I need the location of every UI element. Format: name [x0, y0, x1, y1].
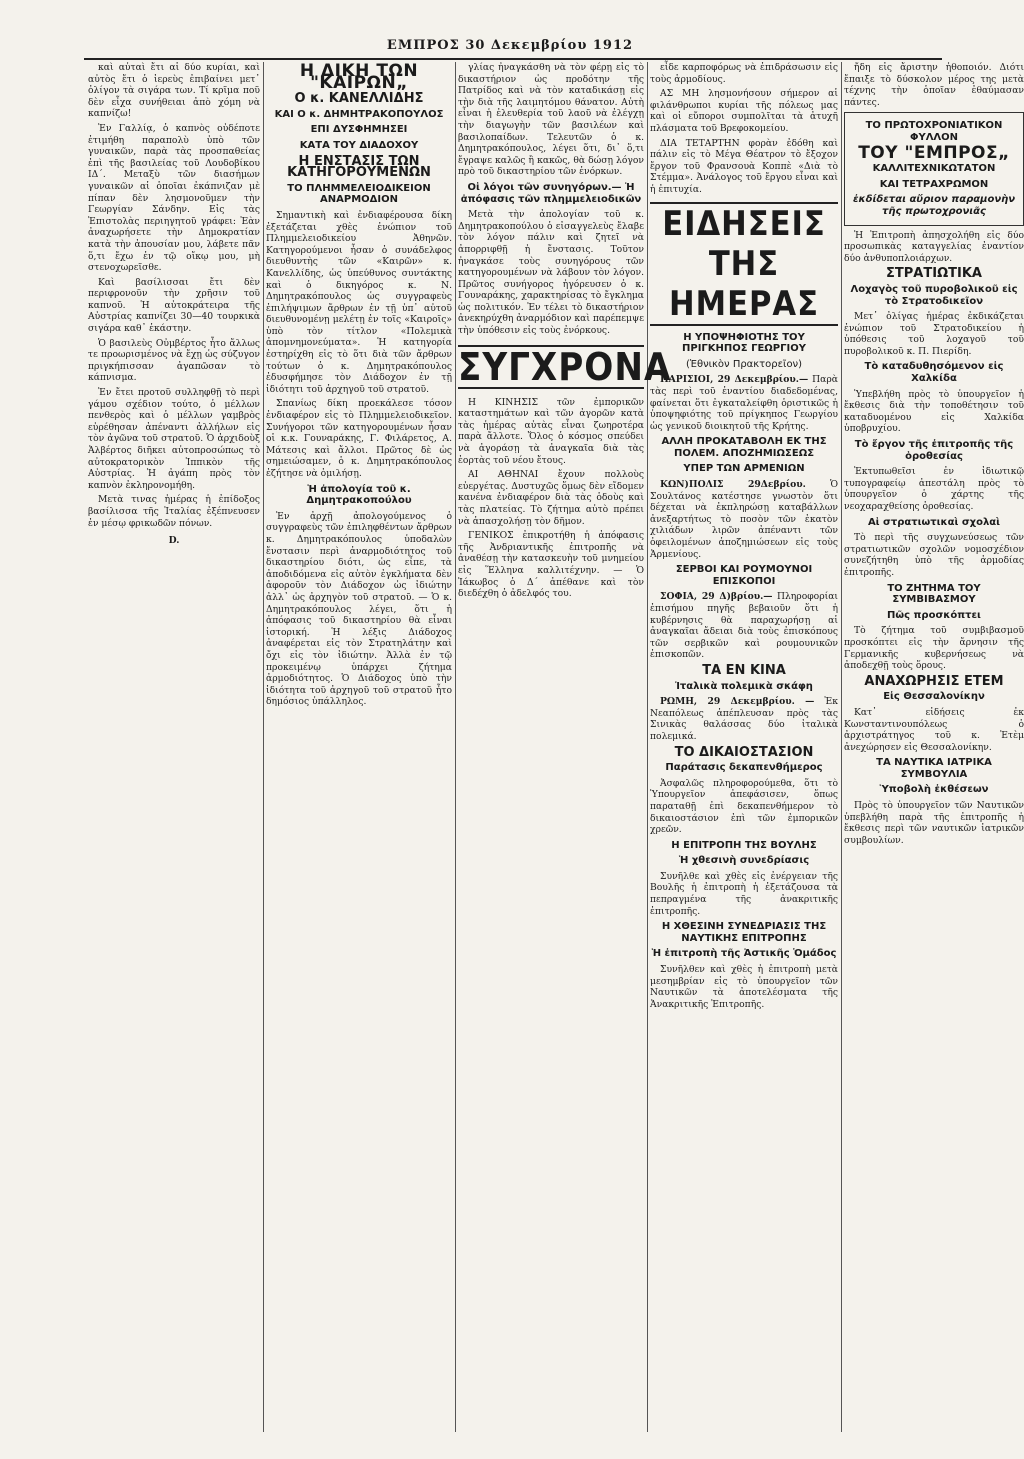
subhead-captain: Λοχαγὸς τοῦ πυροβολικοῦ εἰς τὸ Στρατοδικεῖον: [850, 283, 1018, 307]
subhead-china: ΤΑ ΕΝ ΚΙΝΑ: [702, 662, 786, 678]
box-headline-3: ΚΑΛΛΙΤΕΧΝΙΚΩΤΑΤΟΝ: [872, 163, 996, 175]
subhead-italian-ships: Ἰταλικὰ πολεμικὰ σκάφη: [675, 680, 813, 692]
box-headline-1: ΤΟ ΠΡΩΤΟΧΡΟΝΙΑΤΙΚΟΝ ΦΥΛΛΟΝ: [865, 120, 1003, 143]
col4-body5: Ἀσφαλῶς πληροφορούμεθα, ὅτι τὸ Ὑπουργεῖον ἀπεφάσισεν, ὅπως παραταθῇ ἐπὶ δεκαπενθήμερον τὸ δικαιοστάσιον ἐπὶ τῶν ἐμπορικῶν χρεῶν.: [650, 777, 838, 836]
source-agency: (Ἐθνικὸν Πρακτορεῖον): [685, 358, 803, 370]
col4-top: εἶδε καρποφόρως νὰ ἐπιδράσωσιν εἰς τοὺς ἁρμοδίους.: [650, 62, 838, 85]
new-year-issue-box: [844, 112, 1024, 225]
top-rule: [84, 58, 942, 60]
subhead-armenians: ΥΠΕΡ ΤΩΝ ΑΡΜΕΝΙΩΝ: [683, 463, 805, 475]
col4-body6: Συνῆλθε καὶ χθὲς εἰς ἐνέργειαν τῆς Βουλῆς ἡ ἐπιτροπὴ ἡ ἐξετάζουσα τὰ πεπραγμένα τῆς ἀνακριτικῆς ἐπιτροπῆς.: [650, 870, 838, 917]
headline-objection: Η ΕΝΣΤΑΣΙΣ ΤΩΝ ΚΑΤΗΓΟΡΟΥΜΕΝΩΝ: [287, 153, 431, 181]
subhead-military: ΣΤΡΑΤΙΩΤΙΚΑ: [886, 266, 982, 282]
col3-body2: Η ΚΙΝΗΣΙΣ τῶν ἐμπορικῶν καταστημάτων καὶ τῶν ἀγορῶν κατὰ τὰς ἡμέρας αὐτὰς εἶναι ζωηροτέρα παρὰ ἄλλοτε. Ὅλος ὁ κόσμος σπεύδει νὰ ἀγοράσῃ τὰ ἀναγκαῖα διὰ τὰς ἑορτὰς τοῦ νέου ἔτους.: [458, 396, 644, 466]
column-divider: [647, 62, 648, 1432]
subhead-compensation: ΑΛΛΗ ΠΡΟΚΑΤΑΒΟΛΗ ΕΚ ΤΗΣ ΠΟΛΕΜ. ΑΠΟΖΗΜΙΩΣΕΩΣ: [661, 436, 827, 459]
dateline-paris: ΠΑΡΙΣΙΟΙ, 29 Δεκεμβρίου.—: [660, 374, 809, 386]
subhead-committee: Η ΕΠΙΤΡΟΠΗ ΤΗΣ ΒΟΥΛΗΣ: [671, 839, 817, 851]
subhead-prince: Η ΥΠΟΨΗΦΙΟΤΗΣ ΤΟΥ ΠΡΙΓΚΗΠΟΣ ΓΕΩΡΓΙΟΥ: [682, 331, 806, 355]
subhead-obstacle: Πῶς προσκόπτει: [887, 609, 981, 621]
subhead-compromise: ΤΟ ΖΗΤΗΜΑ ΤΟΥ ΣΥΜΒΙΒΑΣΜΟΥ: [887, 582, 981, 606]
col5-body6: Κατ᾽ εἰδήσεις ἐκ Κωνσταντινουπόλεως ὁ ἀρχιστράτηγος τοῦ κ. Ἐτὲμ ἀνεχώρησεν εἰς Θεσσαλονίκην.: [844, 706, 1024, 753]
column-5: [844, 62, 1024, 1432]
col4-body3: Πληροφορίαι ἐπισήμου πηγῆς βεβαιοῦν ὅτι ἡ κυβέρνησις θὰ παραχωρήσῃ αἱ ἀναγκαῖαι ἄδειαι διὰ τοὺς ἐπισκόπους τῶν σερβικῶν καὶ ρουμουνικῶν ἐπισκοπῶν.: [650, 591, 838, 661]
column-3: [458, 62, 672, 1432]
subhead-bishops: ΣΕΡΒΟΙ ΚΑΙ ΡΟΥΜΟΥΝΟΙ ΕΠΙΣΚΟΠΟΙ: [675, 564, 813, 587]
dateline-sofia: ΣΟΦΙΑ, 29 Δ)βρίου.—: [660, 591, 773, 603]
col5-body1: Μετ᾽ ὀλίγας ἡμέρας ἐκδικάζεται ἐνώπιον τοῦ Στρατοδικείου ἡ ὑπόθεσις τοῦ λοχαγοῦ τοῦ πυροβολικοῦ κ. Π. Πιερίδη.: [844, 311, 1024, 357]
subhead-lawyers: Οἱ λόγοι τῶν συνηγόρων.— Ἡ ἀπόφασις τῶν πλημμελειοδικῶν: [460, 181, 642, 205]
subhead-etem: ΑΝΑΧΩΡΗΣΙΣ ΕΤΕΜ: [864, 673, 1004, 689]
col1-p5: Μετὰ τινας ἡμέρας ἡ ἐπίδοξος βασίλισσα τῆς Ἰταλίας ἐξέπνευσεν ἐν μέσῳ φρικωδῶν πόνων.: [88, 494, 260, 529]
col1-body: Ἐν Γαλλίᾳ, ὁ καπνὸς οὐδέποτε ἐτιμήθη παραπολὺ ὑπὸ τῶν γυναικῶν, παρὰ τὰς προσπαθείας ἐπὶ τῆς βασιλείας τοῦ Λουδοβίκου ΙΔ΄. Μεταξὺ τῶν διασήμων γυναικῶν αἱ ὁποῖαι ἐκάπνιζαν μὲ πίπαν δὲν λησμονοῦμεν τὴν Γεωργίαν Σάνδην. Εἰς τὰς Ἐπιστολὰς περιηγητοῦ γράφει: Ἐὰν ἀναχωρήσετε τὴν Δημοκρατίαν κατὰ τὴν ἀπουσίαν μου, λάβετε πᾶν ὅ,τι ἔχω ἐν τῷ οἴκῳ μου, μὴ στενοχωρεῖσθε.: [88, 122, 260, 274]
col3-body1: Μετὰ τὴν ἀπολογίαν τοῦ κ. Δημητρακοπούλου ὁ εἰσαγγελεὺς ἔλαβε τὸν λόγον πάλιν καὶ ζητεῖ νὰ ἀπορριφθῇ ἡ ἔνστασις. Τοῦτον ἠναγκάσε τοὺς συνηγόρους τῶν κατηγορουμένων νὰ λάβουν τὸν λόγον. Πρῶτος συνήγορος ἠγόρευσεν ὁ κ. Γουναράκης, χαρακτηρίσας τὸ ἔγκλημα ὡς πολιτικόν. Ἐν τέλει τὸ δικαστήριον ἀνεκηρύχθη ἀναρμόδιον καὶ παρέπεμψε τὴν ὑπόθεσιν εἰς τοὺς ἐνόρκους.: [458, 209, 644, 337]
col3-body3: ΑΙ ΑΘΗΝΑΙ ἔχουν πολλοὺς εὐεργέτας. Δυστυχῶς ὅμως δὲν εἴδομεν κανένα ἐνδιαφέρον διὰ τὰς ὁδοὺς καὶ τὰς πλατείας. Τὸ ζήτημα αὐτὸ πρέπει νὰ ἀπασχολήσῃ τὸν δῆμον.: [458, 469, 644, 527]
subhead-naval-committee: Η ΧΘΕΣΙΝΗ ΣΥΝΕΔΡΙΑΣΙΣ ΤΗΣ ΝΑΥΤΙΚΗΣ ΕΠΙΤΡΟΠΗΣ: [661, 921, 827, 944]
subhead-session: Ἡ χθεσινὴ συνεδρίασις: [678, 855, 810, 867]
box-headline-2: ΤΟΥ "ΕΜΠΡΟΣ„: [858, 142, 1010, 163]
col3-body4: ΓΕΝΙΚΟΣ ἐπικροτήθη ἡ ἀπόφασις τῆς Ἀνδριαντικῆς ἐπιτροπῆς νὰ ἀναθέσῃ τὴν κατασκευὴν τοῦ μνημείου εἰς Ἕλληνα καλλιτέχνην. — Ὁ Ἰάκωβος ὁ Δ΄ ἀπέθανε καὶ τὸν διεδέχθη ὁ ἀδελφός του.: [458, 530, 644, 600]
col1-p4: Ἐν ἔτει προτοῦ συλληφθῇ τὸ περὶ γάμου σχέδιον τούτο, ὁ μέλλων πενθερὸς καὶ ὁ μέλλων γαμβρὸς εὑρέθησαν ἀπέναντι ἀλλήλων εἰς τὸν ἀγῶνα τοῦ στρατοῦ. Ὁ ἀρχιδοὺξ Ἀλβέρτος διῆκει αὐτοπροσώπως τὸ αὐτοκρατορικὸν Ἱππικὸν τῆς Αὐστρίας. Ἡ ἀγάπη πρὸς τὸν καπνὸν ἐκληρονομήθη.: [88, 387, 260, 491]
headline-defamation: ΕΠΙ ΔΥΣΦΗΜΗΣΕΙ: [310, 124, 408, 136]
col3-top: γλίας ἠναγκάσθη νὰ τὸν φέρῃ εἰς τὸ δικαστήριον ὡς προδότην τῆς Πατρίδος καὶ νὰ τὸν καταδικάσῃ εἰς τὴν διὰ τῆς λαιμητόμου θάνατον. Αὐτὴ εἶναι ἡ ἐλευθερία τοῦ λαοῦ νὰ ἐλέγχῃ τὴν διαγωγὴν τῶν βασιλέων καὶ βασιλοπαίδων. Τελευτῶν ὁ κ. Δημητρακόπουλος, λέγει ὅτι, δι᾽ ὅ,τι ἔγραψε καλῶς ἢ κακῶς, θὰ δώσῃ λόγον πρὸ τοῦ δικαστηρίου τῶν ἐνόρκων.: [458, 62, 644, 178]
dateline-constantinople: ΚΩΝ)ΠΟΛΙΣ 29Δεβρίου.: [660, 479, 806, 491]
headline-syghrona: ΣΥΓΧΡΟΝΑ: [458, 344, 672, 389]
headline-kanellidis: Ο κ. ΚΑΝΕΛΛΙΔΗΣ: [294, 91, 424, 107]
subhead-thessaloniki: Εἰς Θεσσαλονίκην: [883, 691, 985, 703]
col2-body: Σημαντικὴ καὶ ἐνδιαφέρουσα δίκη ἐξετάζεται χθὲς ἐνώπιον τοῦ Πλημμελειοδικείου Ἀθηνῶν. Κατηγορούμενοι ἦσαν ὁ συνάδελφος διευθυντὴς τῶν «Καιρῶν» κ. Κανελλίδης, ὡς ὑπεύθυνος συντάκτης καὶ ὁ δικηγόρος κ. Ν. Δημητρακόπουλος ὡς συγγραφεὺς ἐπιλήψιμων ἄρθρων ἐν τῇ ὑπ᾽ αὐτοῦ διευθυνομένῃ μελέτῃ ἐν τοῖς «Καιροῖς» ὑπὸ τὸν τίτλον «Πολεμικὰ ἀπομνημονεύματα». Ἡ κατηγορία ἐστηρίχθη εἰς τὸ ὅτι διὰ τῶν ἄρθρων τούτων ὁ κ. Δημητρακόπουλος ἐδυσφήμησε τὸν Διάδοχον ἐν τῇ ἰδιότητι τοῦ ἀρχηγοῦ τοῦ στρατοῦ.: [266, 209, 452, 395]
col4-body2: Ὁ Σουλτάνος κατέστησε γνωστὸν ὅτι δέχεται νὰ ἐκπληρώσῃ καταβάλλων ἀνεξαρτήτως τὸ ποσὸν τῶν ἑκατὸν χιλιάδων λιρῶν ἀπέναντι τῶν ὀφειλομένων ἀποζημιώσεων εἰς τοὺς Ἀρμενίους.: [650, 479, 838, 560]
col5-body5: Τὸ ζήτημα τοῦ συμβιβασμοῦ προσκόπτει εἰς τὴν ἄρνησιν τῆς Γερμανικῆς κυβερνήσεως νὰ ἀποδεχθῇ τοὺς ὅρους.: [844, 625, 1024, 672]
col1-p2: Καὶ βασίλισσαι ἔτι δὲν περιφρονοῦν τὴν χρῆσιν τοῦ καπνοῦ. Ἡ αὐτοκράτειρα τῆς Αὐστρίας καπνίζει 30—40 τουρκικὰ σιγάρα καθ᾽ ἑκάστην.: [88, 276, 260, 335]
col1-opening: καὶ αὐταὶ ἔτι αἱ δύο κυρίαι, καὶ αὐτὸς ἔτι ὁ ἱερεὺς ἐπιβαίνει μετ᾽ ὀλίγον τὰ σιγάρα των. Τί κρῖμα ποῦ δὲν εἶχα συνήθειαι ἀπὸ χόμη νὰ καπνίζω!: [88, 62, 260, 120]
column-1: [88, 62, 260, 1432]
col4-body4: Ἐκ Νεαπόλεως ἀπέπλευσαν πρὸς τὰς Σινικὰς θαλάσσας δύο ἰταλικὰ πολεμικά.: [650, 696, 838, 742]
column-2: [266, 62, 452, 1432]
subhead-extension: Παράτασις δεκαπενθήμερος: [665, 762, 823, 774]
col5-body4: Τὸ περὶ τῆς συγχωνεύσεως τῶν στρατιωτικῶν σχολῶν νομοσχέδιον συνεζήτηθη ὑπὸ τῆς ἁρμοδίας ἐπιτροπῆς.: [844, 532, 1024, 578]
col5-body2: Ὑπεβλήθη πρὸς τὸ ὑπουργεῖον ἡ ἔκθεσις διὰ τὴν τοποθέτησιν τοῦ καταδυομένου εἰς Χαλκίδα ὑποβρυχίου.: [844, 388, 1024, 435]
headline-heir: ΚΑΤΑ ΤΟΥ ΔΙΑΔΟΧΟΥ: [299, 139, 419, 151]
column-4: [650, 62, 838, 1432]
headline-dimitrakopoulos: ΚΑΙ Ο κ. ΔΗΜΗΤΡΑΚΟΠΟΥΛΟΣ: [274, 108, 444, 120]
headline-trial: Η ΔΙΚΗ ΤΩΝ "ΚΑΙΡΩΝ„: [299, 61, 419, 93]
col2-body3: Ἐν ἀρχῇ ἀπολογούμενος ὁ συγγραφεὺς τῶν ἐπιληφθέντων ἄρθρων κ. Δημητρακόπουλος ὑποδαλὼν ἔνστασιν περὶ ἀναρμοδιότητος τοῦ δικαστηρίου διότι, ὡς εἶπε, τὰ ἀποδιδόμενα εἰς αὐτὸν ἐγκλήματα δὲν ἀφοροῦν τὸν Διάδοχον ὡς ἰδιώτην ἀλλ᾽ ὡς ἀρχηγὸν τοῦ στρατοῦ. — Ὁ κ. Δημητρακόπουλος λέγει, ὅτι ἡ ἀπόφασις τοῦ δικαστηρίου θὰ εἶναι ἱστορική. Ἡ λέξις Διάδοχος ἀναφέρεται εἰς τὸν Στρατηλάτην καὶ ὄχι εἰς τὸν ἰδιώτην. Ἀλλὰ ἐν τῷ προκειμένῳ ὑπάρχει ζήτημα ἀρμοδιότητος. Ὁ Διάδοχος ὑπὸ τὴν ἰδιότητα τοῦ ἀρχηγοῦ τοῦ στρατοῦ ἦτο δημόσιος ὑπάλληλος.: [266, 510, 452, 708]
subhead-reports: Ὑποβολὴ ἐκθέσεων: [879, 784, 989, 796]
col5-body3: Ἐκτυπωθεῖσι ἐν ἰδιωτικῷ τυπογραφείῳ ἀπεστάλη πρὸς τὸ ὑπουργεῖον ὁ χάρτης τῆς νεοχαραχθείσης ὁροθεσίας.: [844, 466, 1024, 512]
subhead-chalkida: Τὸ καταδυθησόμενον εἰς Χαλκίδα: [864, 361, 1004, 385]
col5-top: ἤδη εἰς ἄριστην ἠθοποιόν. Διότι ἔπαιξε τὸ δύσκολον μέρος της μετὰ τέχνης τὴν ὁποῖαν ἐθαύμασαν πάντες.: [844, 62, 1024, 108]
col5-p1: Ἡ Ἐπιτροπὴ ἀπησχολήθη εἰς δύο προσωπικὰς καταγγελίας ἐναντίον δύο ἀνθυποπλοιάρχων.: [844, 229, 1024, 264]
column-divider: [841, 62, 842, 1432]
col5-body7: Πρὸς τὸ ὑπουργεῖον τῶν Ναυτικῶν ὑπεβλήθη παρὰ τῆς ἐπιτροπῆς ἡ ἔκθεσις περὶ τῶν ναυτικῶν ἰατρικῶν συμβουλίων.: [844, 800, 1024, 846]
headline-court: ΤΟ ΠΛΗΜΜΕΛΕΙΟΔΙΚΕΙΟΝ ΑΝΑΡΜΟΔΙΟΝ: [287, 182, 431, 206]
box-headline-4: ΚΑΙ ΤΕΤΡΑΧΡΩΜΟΝ: [879, 178, 989, 190]
dateline-rome: ΡΩΜΗ, 29 Δεκεμβρίου. —: [660, 696, 815, 708]
box-text: ἐκδίδεται αὔριον παραμονὴν τῆς πρωτοχρονιᾶς: [852, 194, 1016, 217]
column-divider: [263, 62, 264, 1432]
subhead-defense: Ἡ ἀπολογία τοῦ κ. Δημητρακοπούλου: [306, 483, 412, 507]
subhead-border: Τὸ ἔργον τῆς ἐπιτροπῆς τῆς ὁροθεσίας: [854, 439, 1014, 462]
subhead-naval-medical: ΤΑ ΝΑΥΤΙΚΑ ΙΑΤΡΙΚΑ ΣΥΜΒΟΥΛΙΑ: [876, 757, 992, 780]
col1-p3: Ὁ βασιλεὺς Οὐμβέρτος ἦτο ἄλλως τε προωρισμένος νὰ ἔχῃ ὡς σύζυγον πριγκήπισσαν ἀγαπῶσαν τὸ κάπνισμα.: [88, 337, 260, 384]
col4-p2: ΔΙΑ ΤΕΤΑΡΤΗΝ φορὰν ἐδόθη καὶ πάλιν εἰς τὸ Μέγα Θέατρον τὸ ἔξοχον ἔργον τοῦ Φρανσουὰ Κοππὲ «Διὰ τὸ Στέμμα». Ἀνάλογος τοῦ ἔργου εἶναι καὶ ἡ ἐπιτυχία.: [650, 137, 838, 195]
subhead-civic-group: Ἡ ἐπιτροπὴ τῆς Ἀστικῆς Ὁμάδος: [651, 948, 837, 960]
subhead-schools: Αἱ στρατιωτικαὶ σχολαὶ: [867, 516, 1001, 528]
col4-p1: ΑΣ ΜΗ λησμονήσουν σήμερον αἱ φιλάνθρωποι κυρίαι τῆς πόλεως μας καὶ οἱ εὔποροι συμπολῖται τὰ ἀτυχῆ πλάσματα τοῦ Βρεφοκομείου.: [650, 88, 838, 134]
signature: D.: [168, 535, 180, 547]
col4-body7: Συνῆλθεν καὶ χθὲς ἡ ἐπιτροπὴ μετὰ μεσημβρίαν εἰς τὸ ὑπουργεῖον τῶν Ναυτικῶν τὰ ἀποτελέσματα τῆς Ἀνακριτικῆς Ἐπιτροπῆς.: [650, 964, 838, 1010]
masthead: ΕΜΠΡΟΣ 30 Δεκεμβρίου 1912: [386, 38, 634, 53]
col2-body2: Σπανίως δίκη προεκάλεσε τόσον ἐνδιαφέρον εἰς τὸ Πλημμελειοδικεῖον. Συνήγοροι τῶν κατηγορουμένων ἦσαν οἱ κ.κ. Γουναράκης, Γ. Φιλάρετος, Α. Μάτεσις καὶ ἄλλοι. Πρῶτος δὲ ὡς σημειώσαμεν, ὁ κ. Δημητρακόπουλος ἐζήτησε νὰ ὁμιλήσῃ.: [266, 398, 452, 479]
headline-news-of-day: ΕΙΔΗΣΕΙΣ ΤΗΣ ΗΜΕΡΑΣ: [650, 202, 838, 326]
column-divider: [455, 62, 456, 1432]
subhead-moratorium: ΤΟ ΔΙΚΑΙΟΣΤΑΣΙΟΝ: [674, 744, 814, 760]
col4-body1: Παρὰ τὰς περὶ τοῦ ἐναντίου διαδεδομένας, φαίνεται ὅτι ἐγκαταλείφθη ὁριστικῶς ἡ ὑποψηφιότης τοῦ πρίγκηπος Γεωργίου ὡς γενικοῦ διοικητοῦ τῆς Κρήτης.: [650, 374, 838, 432]
